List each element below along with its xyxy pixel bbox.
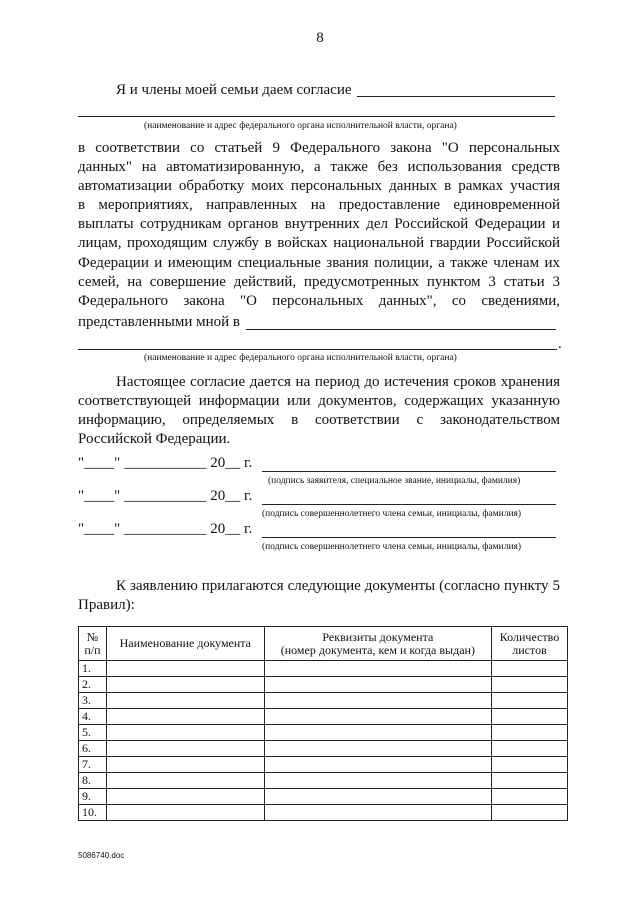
period-line: информацию, определяемых в соответствии с законодательством <box>78 412 560 429</box>
sheet-count-cell[interactable] <box>492 725 568 741</box>
requisites-cell[interactable] <box>264 789 491 805</box>
row-number: 6. <box>79 741 107 757</box>
consent-intro: Я и члены моей семьи даем согласие <box>116 82 352 98</box>
row-number: 3. <box>79 693 107 709</box>
header-num <box>79 627 107 661</box>
doc-name-cell[interactable] <box>106 741 264 757</box>
period-line: Российской Федерации. <box>78 431 231 448</box>
sheet-count-cell[interactable] <box>492 773 568 789</box>
signature-line[interactable] <box>262 471 556 472</box>
requisites-cell[interactable] <box>264 661 491 677</box>
main-line: лицам, проходящим службу в войсках национальной гвардии Российской <box>78 235 560 252</box>
header-requisites-line: (номер документа, кем и когда выдан) <box>280 642 475 657</box>
table-row <box>79 741 568 757</box>
doc-name-cell[interactable] <box>106 661 264 677</box>
signature-caption: (подпись заявителя, специальное звание, инициалы, фамилия) <box>268 476 521 486</box>
main-line: в мероприятиях, направленных на предоставление единовременной <box>78 197 560 214</box>
period-line: Настоящее согласие дается на период до истечения сроков хранения <box>116 374 560 390</box>
sheet-count-cell[interactable] <box>492 789 568 805</box>
row-number: 9. <box>79 789 107 805</box>
main-line: данных" на автоматизированную, а также без использования средств <box>78 159 560 176</box>
sheet-count-cell[interactable] <box>492 805 568 821</box>
requisites-cell[interactable] <box>264 805 491 821</box>
requisites-cell[interactable] <box>264 725 491 741</box>
signature-caption: (подпись совершеннолетнего члена семьи, инициалы, фамилия) <box>262 509 522 519</box>
requisites-cell[interactable] <box>264 693 491 709</box>
table-row <box>79 757 568 773</box>
sheet-count-cell[interactable] <box>492 693 568 709</box>
organ-blank-line-2a[interactable] <box>246 329 556 330</box>
documents-table <box>78 626 568 821</box>
table-row <box>79 725 568 741</box>
header-doc-name-text: Наименование документа <box>119 636 252 650</box>
footer-filename: 5086740.doc <box>78 851 125 860</box>
period-mark: . <box>558 336 562 352</box>
doc-name-cell[interactable] <box>106 725 264 741</box>
signature-line[interactable] <box>262 504 556 505</box>
main-line: выплаты сотрудникам органов внутренних дел Российской Федерации и <box>78 216 560 233</box>
table-header-row <box>79 627 568 661</box>
sheet-count-cell[interactable] <box>492 709 568 725</box>
signature-date[interactable]: "____" ___________ 20__ г. <box>78 455 253 471</box>
header-count-line: листов <box>512 642 547 657</box>
table-row <box>79 709 568 725</box>
row-number: 5. <box>79 725 107 741</box>
main-line: в соответствии со статьей 9 Федерального закона "О персональных <box>78 140 560 156</box>
main-line: автоматизации обработку моих персональных данных в рамках участия <box>78 178 560 195</box>
signature-date[interactable]: "____" ___________ 20__ г. <box>78 521 253 537</box>
sheet-count-cell[interactable] <box>492 677 568 693</box>
requisites-cell[interactable] <box>264 773 491 789</box>
sheet-count-cell[interactable] <box>492 741 568 757</box>
header-requisites-line: Реквизиты документа <box>322 629 434 644</box>
row-number: 1. <box>79 661 107 677</box>
signature-date[interactable]: "____" ___________ 20__ г. <box>78 488 253 504</box>
period-line: соответствующей информации или документов, содержащих указанную <box>78 393 560 410</box>
doc-name-cell[interactable] <box>106 789 264 805</box>
header-num-line: № <box>86 629 99 644</box>
table-row <box>79 677 568 693</box>
organ-blank-line-2b[interactable] <box>78 349 557 350</box>
organ-blank-line-1a[interactable] <box>357 96 555 97</box>
requisites-cell[interactable] <box>264 757 491 773</box>
requisites-cell[interactable] <box>264 741 491 757</box>
attachments-line: Правил): <box>78 597 135 614</box>
table-row <box>79 661 568 677</box>
main-line: Федерального закона "О персональных данных", со сведениями, <box>78 292 560 309</box>
header-requisites <box>264 627 491 661</box>
table-row <box>79 805 568 821</box>
period-paragraph <box>78 373 560 449</box>
table-row <box>79 773 568 789</box>
doc-name-cell[interactable] <box>106 693 264 709</box>
header-sheet-count <box>492 627 568 661</box>
row-number: 4. <box>79 709 107 725</box>
main-paragraph <box>78 139 560 311</box>
main-line: Федерации и имеющим специальные звания полиции, а также членам их <box>78 254 560 271</box>
provided-by-text: представленными мной в <box>78 314 240 330</box>
table-row <box>79 789 568 805</box>
requisites-cell[interactable] <box>264 677 491 693</box>
row-number: 2. <box>79 677 107 693</box>
table-row <box>79 693 568 709</box>
signature-caption: (подпись совершеннолетнего члена семьи, инициалы, фамилия) <box>262 542 522 552</box>
row-number: 7. <box>79 757 107 773</box>
row-number: 10. <box>79 805 107 821</box>
doc-name-cell[interactable] <box>106 709 264 725</box>
requisites-cell[interactable] <box>264 709 491 725</box>
signature-line[interactable] <box>262 537 556 538</box>
main-line: семей, на совершение действий, предусмотренных пунктом 3 статьи 3 <box>78 273 560 290</box>
row-number: 8. <box>79 773 107 789</box>
organ-caption-1: (наименование и адрес федерального органа исполнительной власти, органа) <box>144 121 457 131</box>
sheet-count-cell[interactable] <box>492 661 568 677</box>
doc-name-cell[interactable] <box>106 805 264 821</box>
attachments-line: К заявлению прилагаются следующие документы (согласно пункту 5 <box>116 578 560 594</box>
doc-name-cell[interactable] <box>106 773 264 789</box>
header-num-line: п/п <box>84 642 101 657</box>
doc-name-cell[interactable] <box>106 757 264 773</box>
page-number: 8 <box>316 30 324 46</box>
organ-caption-2: (наименование и адрес федерального органа исполнительной власти, органа) <box>144 353 457 363</box>
organ-blank-line-1b[interactable] <box>78 116 555 117</box>
header-count-line: Количество <box>499 629 560 644</box>
header-doc-name <box>106 627 264 661</box>
attachments-paragraph <box>78 577 560 615</box>
sheet-count-cell[interactable] <box>492 757 568 773</box>
doc-name-cell[interactable] <box>106 677 264 693</box>
